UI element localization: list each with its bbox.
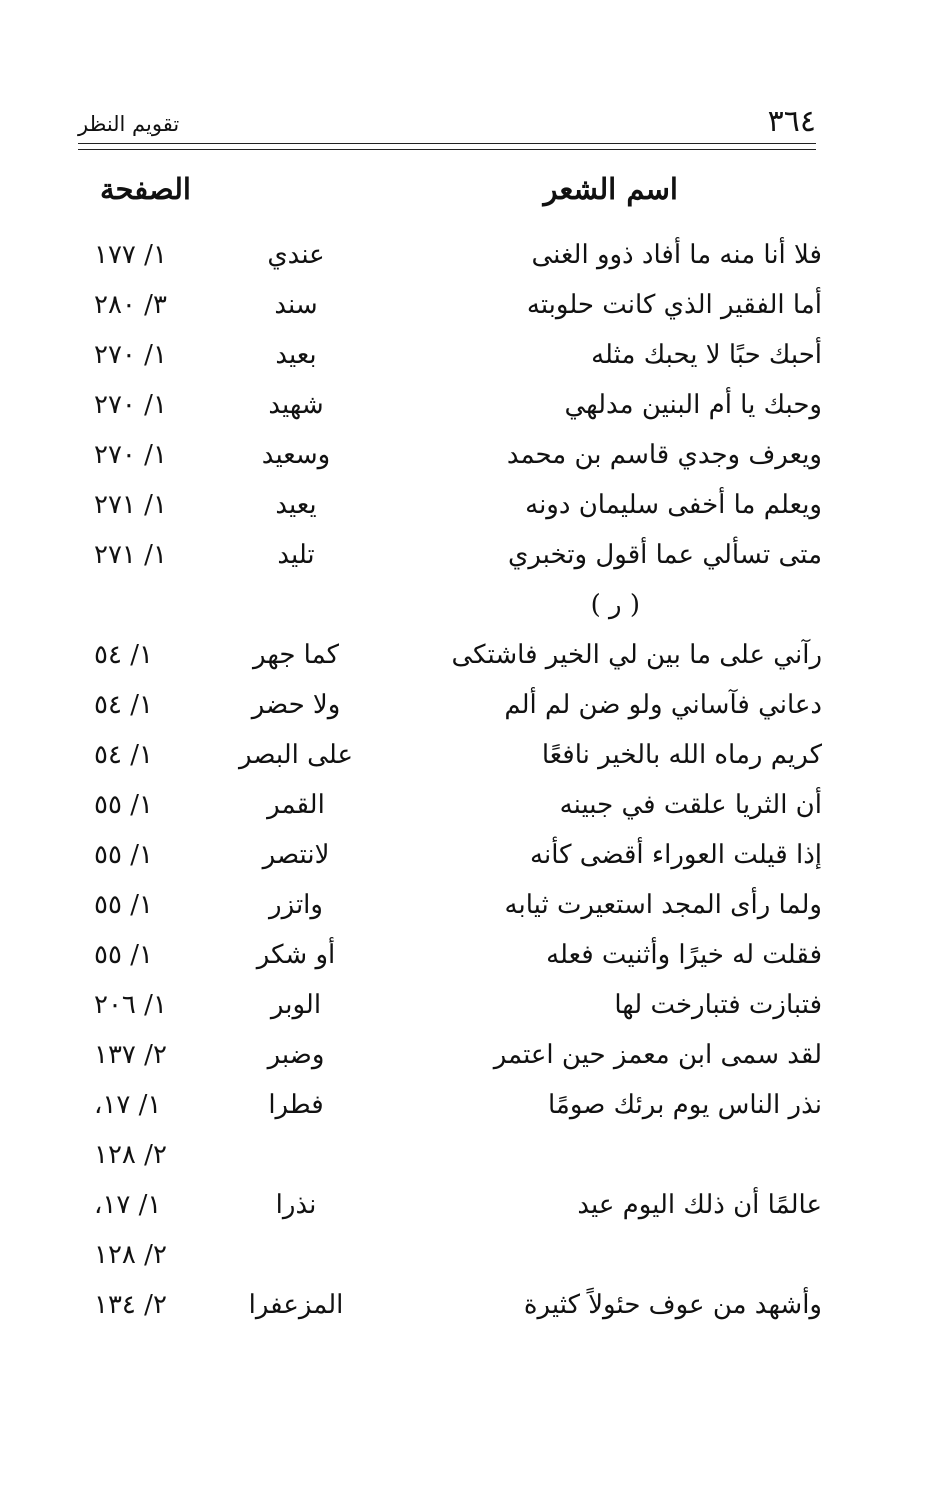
verse-text: ولما رأى المجد استعيرت ثيابه <box>504 890 822 920</box>
page-number: ٣٦٤ <box>767 104 816 139</box>
page-ref: ١/ ٢٧٠ <box>94 390 167 420</box>
index-row <box>0 480 950 530</box>
index-row <box>0 530 950 580</box>
rhyme-word: وضبر <box>267 1040 325 1070</box>
verse-text: وأشهد من عوف حئولاً كثيرة <box>523 1290 822 1320</box>
rhyme-word: القمر <box>267 790 325 820</box>
verse-text: أن الثريا علقت في جبينه <box>559 790 822 820</box>
verse-text: عالمًا أن ذلك اليوم عيد <box>577 1190 822 1220</box>
rhyme-word: سند <box>274 290 318 320</box>
page-ref: ١/ ٢٠٦ <box>94 990 167 1020</box>
index-table <box>0 230 950 1330</box>
index-row <box>0 230 950 280</box>
index-row <box>0 430 950 480</box>
verse-text: لقد سمى ابن معمز حين اعتمر <box>493 1040 822 1070</box>
rhyme-word: واتزر <box>269 890 323 920</box>
rhyme-word: كما جهر <box>253 640 339 670</box>
index-row <box>0 1080 950 1130</box>
index-row <box>0 830 950 880</box>
index-row <box>0 1130 950 1180</box>
header-rule <box>78 143 816 144</box>
page-ref: ١/ ٥٥ <box>94 890 153 920</box>
page-ref: ١/ ٥٥ <box>94 840 153 870</box>
page-ref: ١/ ٥٥ <box>94 940 153 970</box>
verse-text: إذا قيلت العوراء أقضى كأنه <box>530 840 822 870</box>
page-ref: ٢/ ١٣٧ <box>94 1040 167 1070</box>
rhyme-word: شهيد <box>268 390 324 420</box>
index-row <box>0 930 950 980</box>
verse-text: فتبازت فتبارخت لها <box>614 990 822 1020</box>
index-row <box>0 280 950 330</box>
page-ref: ٣/ ٢٨٠ <box>94 290 167 320</box>
rhyme-word: أو شكر <box>256 940 336 970</box>
page-ref: ١/ ٥٥ <box>94 790 153 820</box>
index-row <box>0 980 950 1030</box>
page-ref: ٢/ ١٢٨ <box>94 1240 167 1270</box>
page-ref: ١/ ١٧، <box>94 1190 162 1220</box>
rhyme-word: على البصر <box>239 740 353 770</box>
verse-text: دعاني فآساني ولو ضن لم ألم <box>504 690 822 720</box>
page-ref: ٢/ ١٢٨ <box>94 1140 167 1170</box>
page-ref: ٢/ ١٣٤ <box>94 1290 167 1320</box>
verse-text: متى تسألي عما أقول وتخبري <box>507 540 822 570</box>
page-ref: ١/ ٥٤ <box>94 740 153 770</box>
page-column-heading: الصفحة <box>100 172 191 206</box>
index-row <box>0 1030 950 1080</box>
page-ref: ١/ ٥٤ <box>94 640 153 670</box>
index-row <box>0 330 950 380</box>
verse-text: وحبك يا أم البنين مدلهي <box>564 390 822 420</box>
verse-column-heading: اسم الشعر <box>543 172 678 206</box>
page-ref: ١/ ٢٧٠ <box>94 440 167 470</box>
verse-text: أما الفقير الذي كانت حلوبته <box>526 290 822 320</box>
rhyme-word: عندي <box>267 240 325 270</box>
header-rule-thin <box>78 149 816 150</box>
rhyme-word: الوبر <box>270 990 322 1020</box>
section-letter: ( ر ) <box>590 590 640 620</box>
page-ref: ١/ ٥٤ <box>94 690 153 720</box>
verse-text: فقلت له خيرًا وأثنيت فعله <box>546 940 822 970</box>
index-row <box>0 880 950 930</box>
verse-text: نذر الناس يوم برئك صومًا <box>547 1090 822 1120</box>
verse-text: أحبك حبًا لا يحبك مثله <box>591 340 822 370</box>
index-row <box>0 1230 950 1280</box>
rhyme-word: تليد <box>277 540 315 570</box>
index-row <box>0 1180 950 1230</box>
index-row <box>0 680 950 730</box>
rhyme-word: وسعيد <box>261 440 331 470</box>
verse-text: رآني على ما بين لي الخير فاشتكى <box>451 640 822 670</box>
index-row <box>0 780 950 830</box>
index-row <box>0 730 950 780</box>
page-ref: ١/ ٢٧١ <box>94 540 167 570</box>
rhyme-word: بعيد <box>275 340 317 370</box>
rhyme-word: المزعفرا <box>248 1290 344 1320</box>
section-letter-row <box>0 580 950 630</box>
verse-text: فلا أنا منه ما أفاد ذوو الغنى <box>531 240 822 270</box>
rhyme-word: ولا حضر <box>251 690 341 720</box>
verse-text: ويعلم ما أخفى سليمان دونه <box>525 490 822 520</box>
page-ref: ١/ ٢٧١ <box>94 490 167 520</box>
index-row <box>0 630 950 680</box>
index-row <box>0 380 950 430</box>
page-ref: ١/ ١٧، <box>94 1090 162 1120</box>
page-ref: ١/ ١٧٧ <box>94 240 167 270</box>
rhyme-word: نذرا <box>275 1190 317 1220</box>
verse-text: ويعرف وجدي قاسم بن محمد <box>506 440 822 470</box>
verse-text: كريم رماه الله بالخير نافعًا <box>541 740 822 770</box>
rhyme-word: فطرا <box>268 1090 324 1120</box>
index-row <box>0 1280 950 1330</box>
rhyme-word: لانتصر <box>262 840 330 870</box>
rhyme-word: يعيد <box>275 490 317 520</box>
book-title: تقويم النظر <box>78 112 180 136</box>
running-header <box>78 104 816 140</box>
page-ref: ١/ ٢٧٠ <box>94 340 167 370</box>
